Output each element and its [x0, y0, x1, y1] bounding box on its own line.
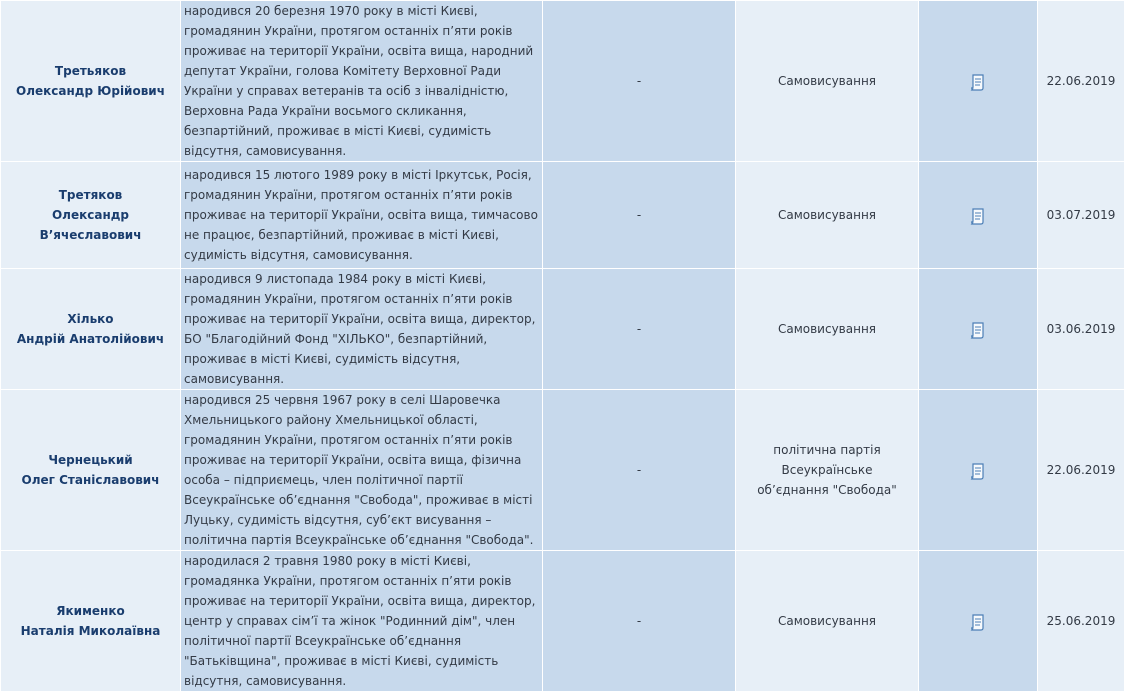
candidate-bio: народився 15 лютого 1989 року в місті Іркутськ, Росія, громадянин України, протягом останніх п’яти років проживає на території України, освіта вища, тимчасово не працює, безпартійний, проживає в місті Києві, судимість відсутня, самовисування. [181, 162, 543, 269]
table-row [1, 551, 1124, 692]
candidate-name[interactable] [1, 162, 181, 269]
document-cell [919, 390, 1038, 551]
candidate-surname: Чернецький [1, 450, 180, 470]
table-row [1, 1, 1124, 162]
nominated-by: Самовисування [736, 162, 919, 269]
nominated-by: Самовисування [736, 551, 919, 692]
candidate-bio: народився 9 листопада 1984 року в місті Києві, громадянин України, протягом останніх п’яти років проживає на території України, освіта вища, директор, БО "Благодійний Фонд "ХІЛЬКО", безпартійний, проживає в місті Києві, судимість відсутня, самовисування. [181, 269, 543, 390]
table-row [1, 162, 1124, 269]
document-cell [919, 162, 1038, 269]
candidate-name[interactable] [1, 390, 181, 551]
party-cell: - [543, 551, 736, 692]
document-icon[interactable] [970, 321, 986, 339]
registration-date: 03.06.2019 [1038, 269, 1124, 390]
candidate-surname: Третьяков [1, 61, 180, 81]
candidate-bio: народилася 2 травня 1980 року в місті Києві, громадянка України, протягом останніх п’яти років проживає на території України, освіта вища, директор, центр у справах сім’ї та жінок "Родинний дім", член політичної партії Всеукраїнське об’єднання "Батьківщина", проживає в місті Києві, судимість відсутня, самовисування. [181, 551, 543, 692]
party-cell: - [543, 269, 736, 390]
table-row [1, 390, 1124, 551]
candidate-given-name: Олександр [1, 205, 180, 225]
document-icon[interactable] [970, 613, 986, 631]
candidate-surname: Хілько [1, 309, 180, 329]
candidate-patronymic: В’ячеславович [1, 225, 180, 245]
party-cell: - [543, 1, 736, 162]
candidate-bio: народився 20 березня 1970 року в місті Києві, громадянин України, протягом останніх п’яти років проживає на території України, освіта вища, народний депутат України, голова Комітету Верховної Ради України у справах ветеранів та осіб з інвалідністю, Верховна Рада України восьмого скликання, безпартійний, проживає в місті Києві, судимість відсутня, самовисування. [181, 1, 543, 162]
candidate-surname: Третяков [1, 185, 180, 205]
candidate-given-names: Андрій Анатолійович [1, 329, 180, 349]
registration-date: 22.06.2019 [1038, 1, 1124, 162]
document-icon[interactable] [970, 207, 986, 225]
document-cell [919, 1, 1038, 162]
registration-date: 03.07.2019 [1038, 162, 1124, 269]
document-cell [919, 551, 1038, 692]
candidate-name[interactable] [1, 1, 181, 162]
table-row [1, 269, 1124, 390]
nominated-by-text: політична партія Всеукраїнське об’єднання "Свобода" [757, 443, 897, 497]
document-icon[interactable] [970, 462, 986, 480]
nominated-by [736, 390, 919, 551]
registration-date: 22.06.2019 [1038, 390, 1124, 551]
registration-date: 25.06.2019 [1038, 551, 1124, 692]
candidate-given-names: Олександр Юрійович [1, 81, 180, 101]
document-icon[interactable] [970, 73, 986, 91]
party-cell: - [543, 390, 736, 551]
nominated-by: Самовисування [736, 269, 919, 390]
candidate-bio: народився 25 червня 1967 року в селі Шаровечка Хмельницького району Хмельницької області, громадянин України, протягом останніх п’яти років проживає на території України, освіта вища, фізична особа – підприємець, член політичної партії Всеукраїнське об’єднання "Свобода", проживає в місті Луцьку, судимість відсутня, суб’єкт висування – політична партія Всеукраїнське об’єднання "Свобода". [181, 390, 543, 551]
candidate-name[interactable] [1, 551, 181, 692]
candidate-given-names: Олег Станіславович [1, 470, 180, 490]
party-cell: - [543, 162, 736, 269]
nominated-by: Самовисування [736, 1, 919, 162]
candidate-name[interactable] [1, 269, 181, 390]
document-cell [919, 269, 1038, 390]
candidate-given-names: Наталія Миколаївна [1, 621, 180, 641]
candidate-surname: Якименко [1, 601, 180, 621]
